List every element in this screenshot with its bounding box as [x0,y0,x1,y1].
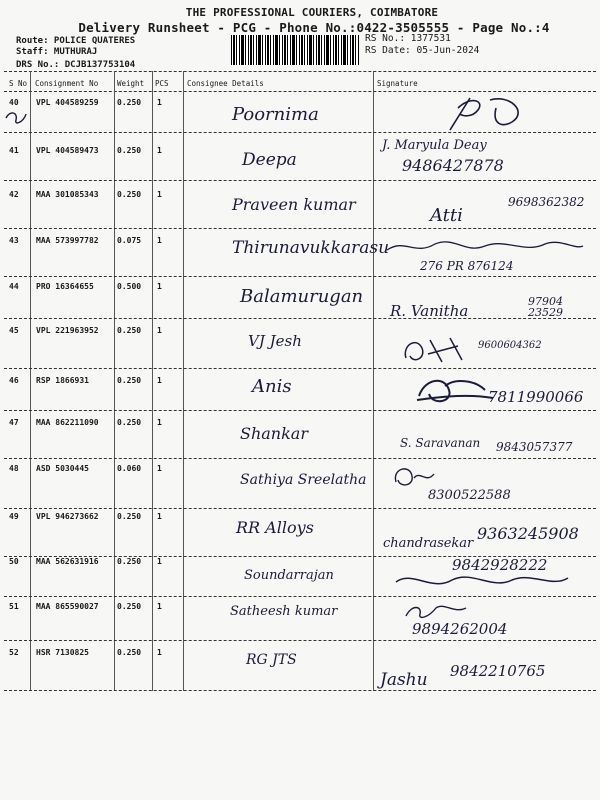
row-divider [4,132,596,133]
rs-number: RS No.: 1377531 [365,33,451,44]
barcode [231,35,359,65]
signature-scribble [440,88,530,138]
receiver-phone: 9842928222 [452,556,548,574]
row-sno: 40 [9,98,19,107]
row-weight: 0.500 [117,282,142,291]
row-weight: 0.075 [117,236,142,245]
row-sno: 47 [9,418,19,427]
tick-mark [4,108,30,128]
row-pcs: 1 [157,98,162,107]
row-pcs: 1 [157,602,162,611]
row-consignment: ASD 5030445 [36,464,89,473]
row-divider [4,318,596,319]
signature-name: S. Saravanan [400,436,481,450]
row-weight: 0.250 [117,418,142,427]
row-sno: 43 [9,236,19,245]
row-pcs: 1 [157,464,162,473]
row-weight: 0.250 [117,512,142,521]
consignee-name: Deepa [242,150,297,170]
row-weight: 0.250 [117,648,142,657]
row-weight: 0.250 [117,376,142,385]
consignee-name: VJ Jesh [248,332,302,350]
row-divider [4,368,596,369]
row-pcs: 1 [157,282,162,291]
drs-number: DRS No.: DCJB137753104 [16,60,136,70]
rs-date: RS Date: 05-Jun-2024 [365,45,480,56]
column-divider [183,71,184,691]
row-sno: 44 [9,282,19,291]
column-divider [30,71,31,691]
consignee-name: RG JTS [246,652,297,668]
row-pcs: 1 [157,376,162,385]
row-weight: 0.250 [117,326,142,335]
consignee-name: Soundarrajan [244,568,334,583]
row-pcs: 1 [157,557,162,566]
consignee-name: Shankar [240,424,308,443]
row-pcs: 1 [157,648,162,657]
column-header-consignment: Consignment No [35,79,99,88]
signature-scribble [415,372,495,408]
consignee-name: Praveen kumar [232,195,356,214]
header-top-divider [4,71,596,72]
row-consignment: MAA 862211090 [36,418,99,427]
row-divider [4,180,596,181]
row-pcs: 1 [157,190,162,199]
row-pcs: 1 [157,236,162,245]
receiver-phone: 9363245908 [477,524,579,543]
row-consignment: MAA 301085343 [36,190,99,199]
company-title: THE PROFESSIONAL COURIERS, COIMBATORE [185,6,439,19]
receiver-phone: 8300522588 [428,488,511,503]
row-weight: 0.060 [117,464,142,473]
row-pcs: 1 [157,512,162,521]
route-label: Route: POLICE QUATERES [16,36,136,46]
runsheet-subtitle: Delivery Runsheet - PCG - Phone No.:0422-3505555 - Page No.:4 [78,20,550,35]
row-weight: 0.250 [117,146,142,155]
staff-label: Staff: MUTHURAJ [16,47,98,57]
row-divider [4,410,596,411]
row-consignment: VPL 404589259 [36,98,99,107]
row-consignment: MAA 562631916 [36,557,99,566]
signature-scribble [400,332,480,368]
row-sno: 48 [9,464,19,473]
row-divider [4,508,596,509]
receiver-phone: 9843057377 [496,440,573,454]
row-divider [4,276,596,277]
row-divider [4,596,596,597]
row-sno: 50 [9,557,19,566]
row-pcs: 1 [157,418,162,427]
row-consignment: PRO 16364655 [36,282,94,291]
receiver-phone: 9486427878 [402,156,504,175]
signature-name: chandrasekar [383,536,474,551]
row-weight: 0.250 [117,557,142,566]
row-consignment: VPL 946273662 [36,512,99,521]
column-divider [373,71,374,691]
receiver-phone: 276 PR 876124 [420,259,514,273]
row-sno: 46 [9,376,19,385]
receiver-phone: 9698362382 [508,195,585,209]
signature-scribble [385,236,585,258]
row-sno: 45 [9,326,19,335]
row-divider [4,228,596,229]
receiver-phone: 9894262004 [412,620,508,638]
column-header-pcs: PCS [155,79,169,88]
signature-name: Jashu [380,670,428,690]
row-sno: 49 [9,512,19,521]
signature-name: R. Vanitha [390,302,469,320]
column-header-weight: Weight [117,79,145,88]
column-header-signature: Signature [377,79,418,88]
row-sno: 41 [9,146,19,155]
signature-name: Atti [430,205,463,226]
column-header-consignee: Consignee Details [187,79,264,88]
row-sno: 51 [9,602,19,611]
consignee-name: Anis [252,376,292,397]
column-divider [114,71,115,691]
consignee-name: Satheesh kumar [230,604,338,619]
row-sno: 52 [9,648,19,657]
consignee-name: Poornima [232,104,319,125]
receiver-phone: 9600604362 [478,340,542,351]
row-divider [4,640,596,641]
row-consignment: RSP 1866931 [36,376,89,385]
signature-name: J. Maryula Deay [382,138,487,153]
row-pcs: 1 [157,146,162,155]
column-header-sno: S No [9,79,28,88]
row-weight: 0.250 [117,602,142,611]
row-consignment: HSR 7130825 [36,648,89,657]
row-weight: 0.250 [117,98,142,107]
signature-scribble [402,600,472,622]
row-divider [4,458,596,459]
row-consignment: VPL 221963952 [36,326,99,335]
receiver-phone: 9842210765 [450,662,546,680]
row-consignment: MAA 573997782 [36,236,99,245]
consignee-name: Thirunavukkarasu [232,238,390,258]
row-sno: 42 [9,190,19,199]
row-consignment: VPL 404589473 [36,146,99,155]
row-weight: 0.250 [117,190,142,199]
row-pcs: 1 [157,326,162,335]
column-divider [152,71,153,691]
consignee-name: RR Alloys [236,518,314,537]
receiver-phone: 97904 23529 [528,295,563,319]
row-divider [4,690,596,691]
consignee-name: Sathiya Sreelatha [240,472,367,488]
consignee-name: Balamurugan [240,286,364,307]
row-consignment: MAA 865590027 [36,602,99,611]
receiver-phone: 7811990066 [488,388,584,406]
